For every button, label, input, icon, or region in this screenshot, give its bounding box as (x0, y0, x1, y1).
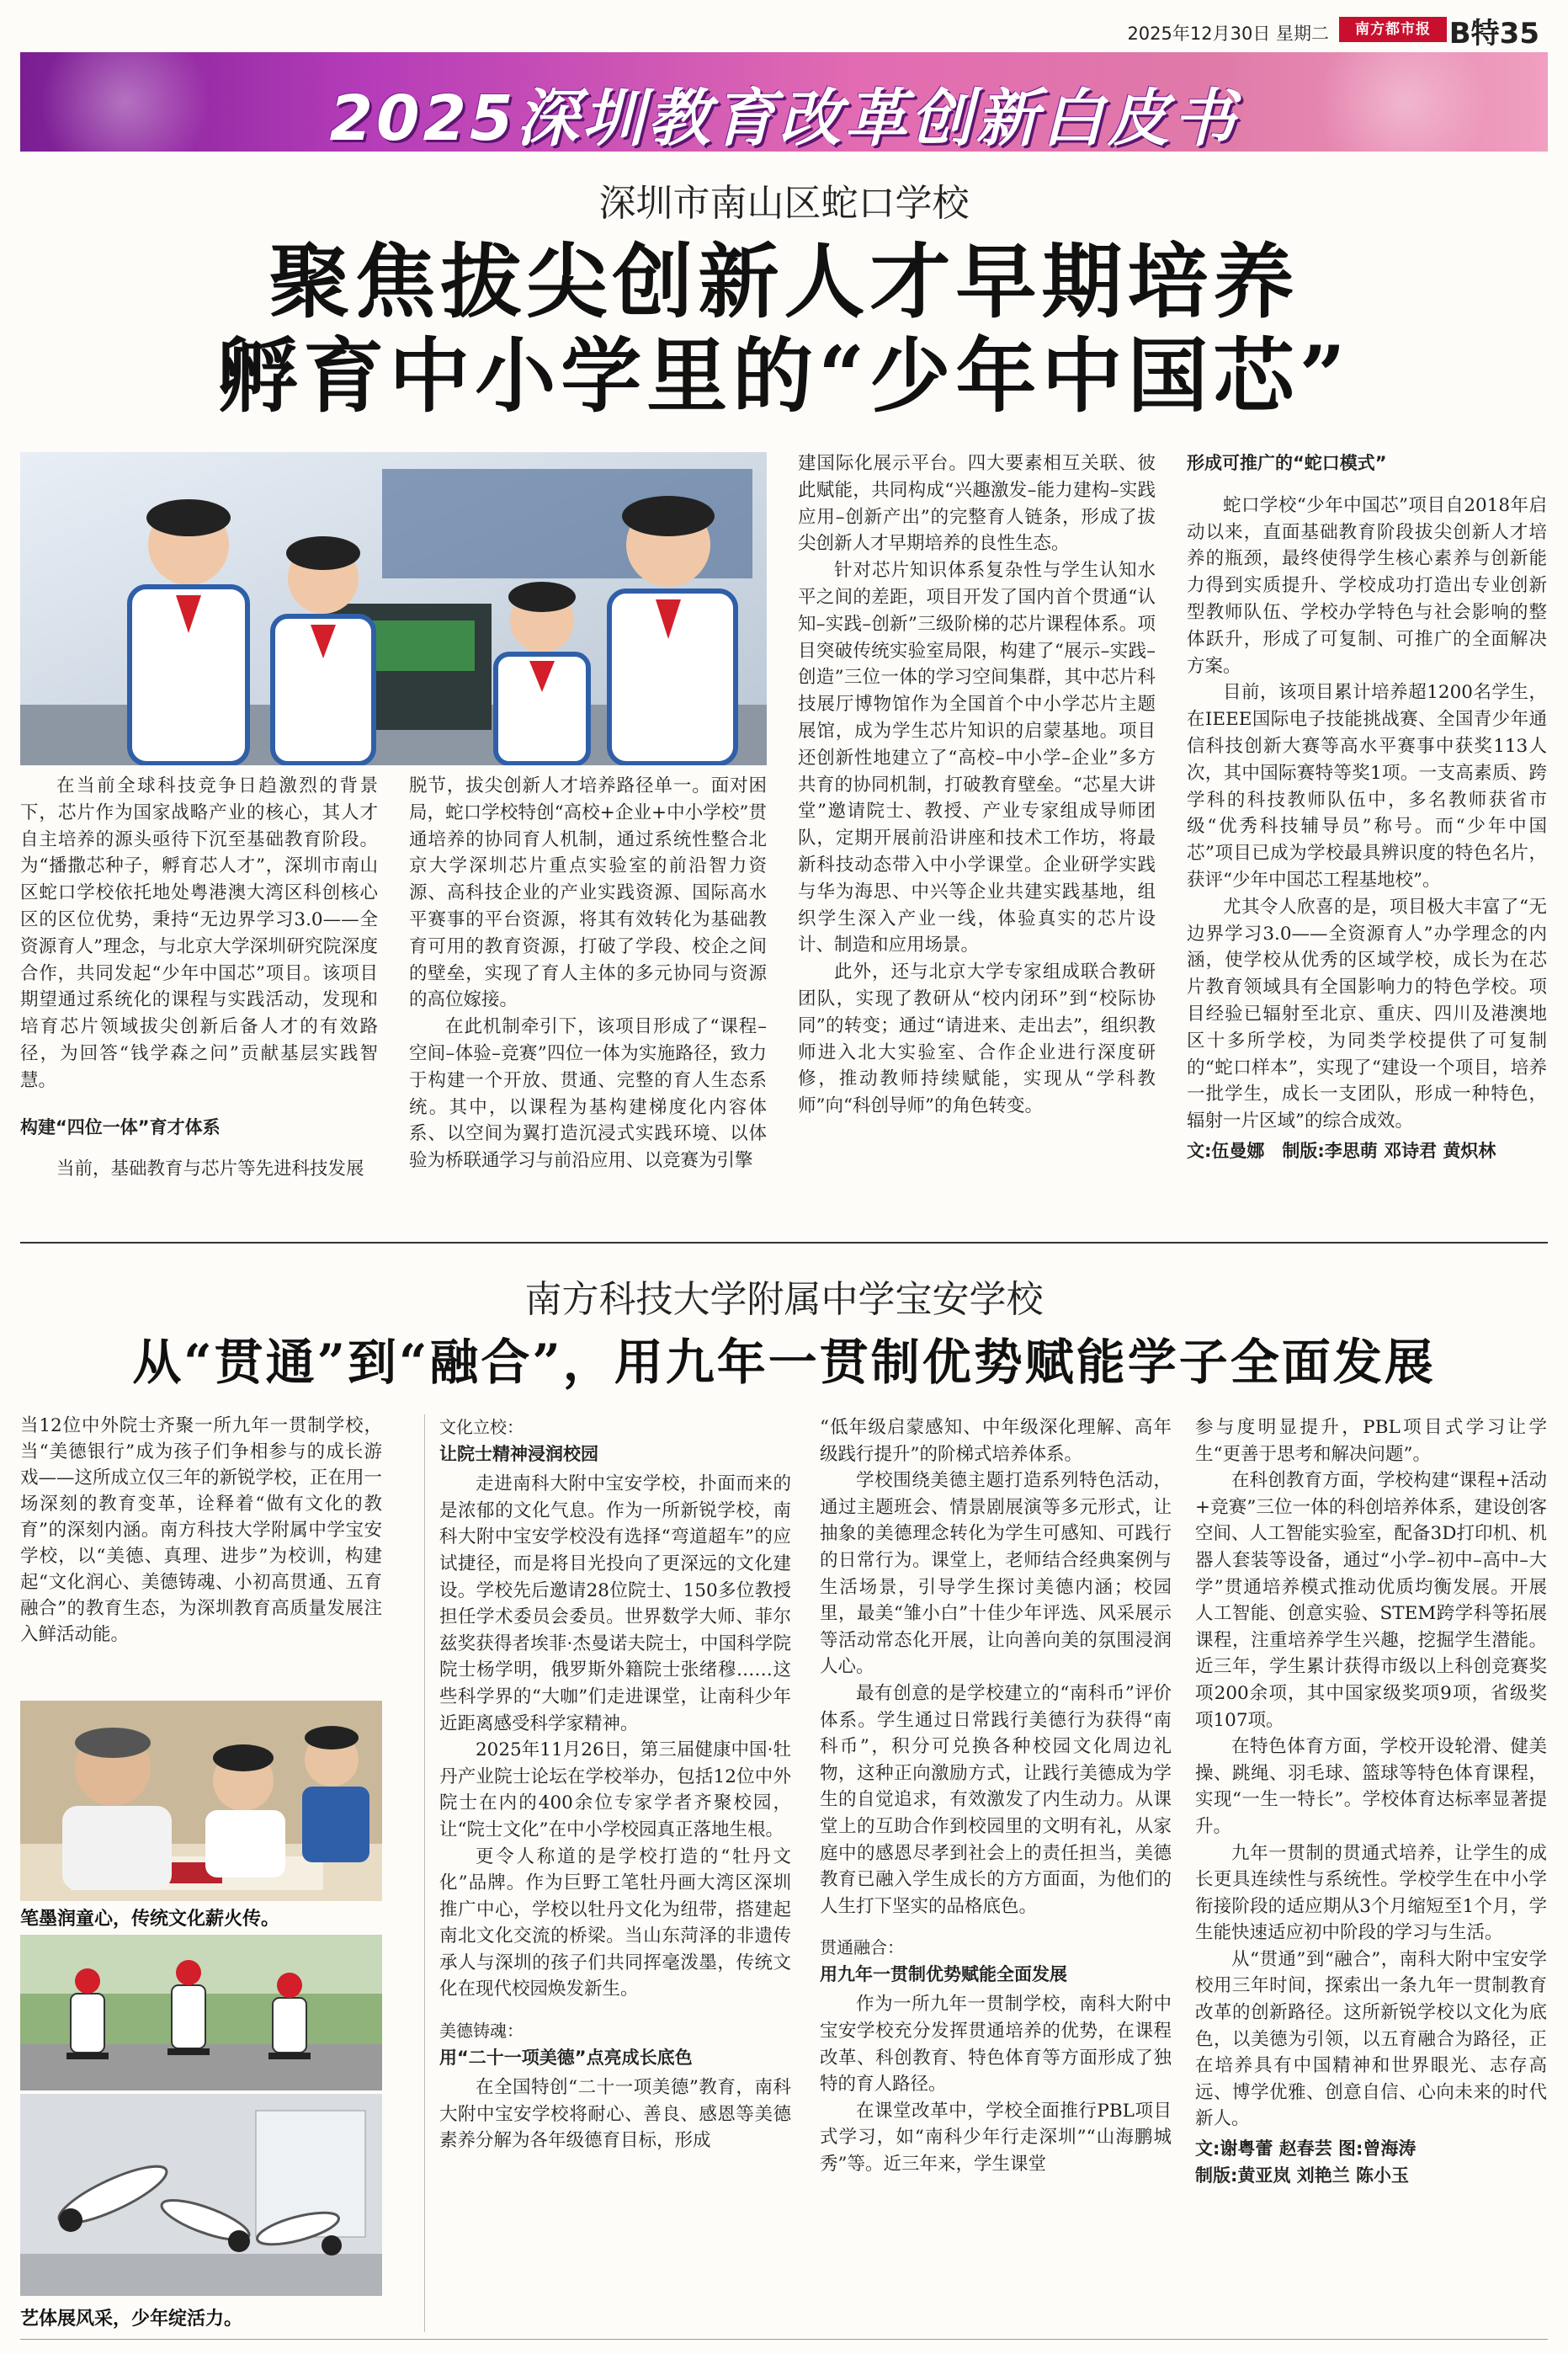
paragraph: 参与度明显提升，PBL项目式学习让学生“更善于思考和解决问题”。 (1195, 1417, 1547, 1465)
section-label: 贯通融合： (820, 1937, 904, 1958)
paragraph: 脱节，拔尖创新人才培养路径单一。面对困局，蛇口学校特创“高校+企业+中小学校”贯通培养的协同育人机制，通过系统性整合北京大学深圳芯片重点实验室的前沿智力资源、高科技企业的产业实践资源、国际高水平赛事的平台资源，将其有效转化为基础教育可用的教育资源，打破了学段、校企之间的壁垒，实现了育人主体的多元协同与资源的高位嫁接。 (409, 775, 767, 1011)
article1-column-1 (20, 773, 378, 1183)
paragraph: 在当前全球科技竞争日趋激烈的背景下，芯片作为国家战略产业的核心，其人才自主培养的源头亟待下沉至基础教育阶段。为“播撒芯种子，孵育芯人才”，深圳市南山区蛇口学校依托地处粤港澳大湾区科创核心区的区位优势，秉持“无边界学习3.0——全资源育人”理念，与北京大学深圳研究院深度合作，共同发起“少年中国芯”项目。该项目期望通过系统化的课程与实践活动，发现和培育芯片领域拔尖创新后备人才的有效路径，为回答“钱学森之问”贡献基层实践智慧。 (20, 775, 378, 1091)
intro-paragraph: 当12位中外院士齐聚一所九年一贯制学校，当“美德银行”成为孩子们争相参与的成长游戏——这所成立仅三年的新锐学校，正在用一场深刻的教育变革，诠释着“做有文化的教育”的深刻内涵。南方科技大学附属中学宝安学校，以“美德、真理、进步”为校训，构建起“文化润心、美德铸魂、小初高贯通、五育融合”的教育生态，为深圳教育高质量发展注入鲜活动能。 (20, 1415, 383, 1645)
article2-column-4 (1195, 1414, 1547, 2189)
subheading: 让院士精神浸润校园 (439, 1443, 598, 1464)
calligraphy-class-photo (20, 1701, 382, 1901)
paragraph: 尤其令人欣喜的是，项目极大丰富了“无边界学习3.0——全资源育人”办学理念的内涵，使学校从优秀的区域学校，成长为在芯片教育领域具有全国影响力的特色学校。项目经验已辐射至北京、重庆、四川及港澳地区十多所学校，为同类学校提供了可复制的“蛇口样本”，实现了“建设一个项目，培养一批学生，成长一支团队，形成一种特色，辐射一片区域”的综合成效。 (1187, 896, 1547, 1132)
article2-photo-skating (20, 1935, 382, 2090)
article1-headline-line2: 孵育中小学里的“少年中国芯” (217, 328, 1351, 423)
paragraph: “低年级启蒙感知、中年级深化理解、高年级践行提升”的阶梯式培养体系。 (820, 1417, 1172, 1465)
article1-kicker: 深圳市南山区蛇口学校 (598, 182, 970, 225)
students-chip-lab-photo (20, 452, 767, 765)
article1-column-3 (798, 450, 1156, 1120)
article1-column-4 (1187, 450, 1547, 1165)
article1-byline: 文:伍曼娜 制版:李思萌 邓诗君 黄炽林 (1187, 1140, 1496, 1161)
column-divider (424, 1414, 425, 2332)
article2-headline: 从“贯通”到“融合”，用九年一贯制优势赋能学子全面发展 (132, 1334, 1436, 1391)
paragraph: 走进南科大附中宝安学校，扑面而来的是浓郁的文化气息。作为一所新锐学校，南科大附中宝安学校没有选择“弯道超车”的应试捷径，而是将目光投向了更深远的文化建设。学校先后邀请28位院士、150多位教授担任学术委员会委员。世界数学大师、菲尔兹奖获得者埃菲·杰曼诺夫院士，中国科学院院士杨学明，俄罗斯外籍院士张绪穆……这些科学界的“大咖”们走进课堂，让南科少年近距离感受科学家精神。 (439, 1473, 791, 1734)
photo-caption-2: 艺体展风采，少年绽活力。 (20, 2309, 243, 2330)
paragraph: 在全国特创“二十一项美德”教育，南科大附中宝安学校将耐心、善良、感恩等美德素养分解为各年级德育目标，形成 (439, 2077, 791, 2152)
article2-byline-1: 文:谢粤蕾 赵春芸 图:曾海涛 (1195, 2138, 1417, 2160)
article1-column-2 (409, 773, 767, 1174)
paragraph: 在课堂改革中，学校全面推行PBL项目式学习，如“南科少年行走深圳”“山海鹏城秀”等。近三年来，学生课堂 (820, 2100, 1172, 2176)
subheading: 形成可推广的“蛇口模式” (1187, 453, 1387, 473)
paragraph: 在此机制牵引下，该项目形成了“课程–空间–体验–竞赛”四位一体为实施路径，致力于构建一个开放、贯通、完整的育人生态系统。其中，以课程为基构建梯度化内容体系、以空间为翼打造沉浸式实践环境、以体验为桥联通学习与前沿应用、以竞赛为引擎 (409, 1016, 767, 1172)
subheading: 用九年一贯制优势赋能全面发展 (820, 1963, 1067, 1984)
subheading: 用“二十一项美德”点亮成长底色 (439, 2047, 693, 2068)
paragraph: 九年一贯制的贯通式培养，让学生的成长更具连续性与系统性。学校学生在中小学衔接阶段的适应期从3个月缩短至1个月，学生能快速适应初中阶段的学习与生活。 (1195, 1842, 1547, 1944)
paper-logo: 南方都市报 (1339, 17, 1447, 42)
page-bottom-rule (20, 2339, 1548, 2340)
article1-photo (20, 452, 767, 765)
paragraph: 在特色体育方面，学校开设轮滑、健美操、跳绳、羽毛球、篮球等特色体育课程，实现“一生一特长”。学校体育达标率显著提升。 (1195, 1736, 1547, 1837)
article-divider (20, 1242, 1548, 1244)
paragraph: 学校围绕美德主题打造系列特色活动，通过主题班会、情景剧展演等多元形式，让抽象的美德理念转化为学生可感知、可践行的日常行为。课堂上，老师结合经典案例与生活场景，引导学生探讨美德内涵；校园里，最美“雏小白”十佳少年评选、风采展示等活动常态化开展，让向善向美的氛围浸润人心。 (820, 1470, 1172, 1678)
paragraph: 当前，基础教育与芯片等先进科技发展 (56, 1158, 364, 1180)
paragraph: 蛇口学校“少年中国芯”项目自2018年启动以来，直面基础教育阶段拔尖创新人才培养的瓶颈，最终使得学生核心素养与创新能力得到实质提升、学校成功打造出专业创新型教师队伍、学校办学特色与社会影响的整体跃升，形成了可复制、可推广的全面解决方案。 (1187, 494, 1547, 677)
article2-intro (20, 1413, 382, 1648)
article2-byline-2: 制版:黄亚岚 刘艳兰 陈小玉 (1195, 2165, 1410, 2186)
section-label: 文化立校： (439, 1417, 524, 1437)
section-banner (20, 52, 1548, 152)
paragraph: 针对芯片知识体系复杂性与学生认知水平之间的差距，项目开发了国内首个贯通“认知–实践–创新”三级阶梯的芯片课程体系。项目突破传统实验室局限，构建了“展示–实践–创造”三位一体的学习空间集群，其中芯片科技展厅博物馆作为全国首个中小学芯片主题展馆，成为学生芯片知识的启蒙基地。项目还创新性地建立了“高校–中小学–企业”多方共育的协同机制，打破教育壁垒。“芯星大讲堂”邀请院士、教授、产业专家组成导师团队，定期开展前沿讲座和技术工作坊，将最新科技动态带入中小学课堂。企业研学实践与华为海思、中兴等企业共建实践基地，组织学生深入产业一线，体验真实的芯片设计、制造和应用场景。 (798, 560, 1156, 956)
paragraph: 最有创意的是学校建立的“南科币”评价体系。学生通过日常践行美德行为获得“南科币”，积分可兑换各种校园文化周边礼物，这种正向激励方式，让践行美德成为学生的自觉追求，有效激发了内生动力。从课堂上的互助合作到校园里的文明有礼，从家庭中的感恩尽孝到社会上的责任担当，美德教育已融入学生成长的方方面面，为他们的人生打下坚实的品格底色。 (820, 1682, 1172, 1917)
page-header (20, 8, 1548, 49)
section-label: 美德铸魂： (439, 2021, 524, 2042)
banner-title: 2025深圳教育改革创新白皮书 (329, 83, 1239, 152)
paragraph: 从“贯通”到“融合”，南科大附中宝安学校用三年时间，探索出一条九年一贯制教育改革的创新路径。这所新锐学校以文化为底色，以美德为引领，以五育融合为路径，正在培养具有中国精神和世界眼光、志存高远、博学优雅、创意自信、心向未来的时代新人。 (1195, 1948, 1547, 2130)
subheading: 构建“四位一体”育才体系 (20, 1116, 221, 1137)
paragraph: 此外，还与北京大学专家组成联合教研团队，实现了教研从“校内闭环”到“校际协同”的转变；通过“请进来、走出去”，组织教师进入北大实验室、合作企业进行深度研修，推动教师持续赋能，实现从“学科教师”向“科创导师”的角色转变。 (798, 961, 1156, 1117)
page-number: B特35 (1448, 17, 1539, 51)
photo-caption-1: 笔墨润童心，传统文化薪火传。 (20, 1909, 280, 1930)
article1-headline-line1: 聚焦拔尖创新人才早期培养 (268, 234, 1300, 329)
paragraph: 作为一所九年一贯制学校，南科大附中宝安学校充分发挥贯通培养的优势，在课程改革、科创教育、特色体育等方面形成了独特的育人路径。 (820, 1994, 1172, 2096)
article2-column-2 (439, 1414, 791, 2154)
paragraph: 更令人称道的是学校打造的“牡丹文化”品牌。作为巨野工笔牡丹画大湾区深圳推广中心，学校以牡丹文化为纽带，搭建起南北文化交流的桥梁。当山东菏泽的非遗传承人与深圳的孩子们共同挥毫泼墨，传统文化在现代校园焕发新生。 (439, 1845, 791, 2000)
paragraph: 目前，该项目累计培养超1200名学生，在IEEE国际电子技能挑战赛、全国青少年通信科技创新大赛等高水平赛事中获奖113人次，其中国际赛特等奖1项。一支高素质、跨学科的科技教师队伍中，多名教师获省市级“优秀科技辅导员”称号。而“少年中国芯”项目已成为学校最具辨识度的特色名片，获评“少年中国芯工程基地校”。 (1187, 682, 1547, 891)
article2-photo-dance (20, 2094, 382, 2296)
paragraph: 建国际化展示平台。四大要素相互关联、彼此赋能，共同构成“兴趣激发–能力建构–实践应用–创新产出”的完整育人链条，形成了拔尖创新人才早期培养的良性生态。 (798, 453, 1156, 555)
article2-photo-calligraphy (20, 1701, 382, 1901)
roller-skating-photo (20, 1935, 382, 2090)
paragraph: 在科创教育方面，学校构建“课程+活动+竞赛”三位一体的科创培养体系，建设创客空间、人工智能实验室，配备3D打印机、机器人套装等设备，通过“小学–初中–高中–大学”贯通培养模式推动优质均衡发展。开展人工智能、创意实验、STEM跨学科等拓展课程，注重培养学生兴趣，挖掘学生潜能。近三年，学生累计获得市级以上科创竞赛奖项200余项，其中国家级奖项9项，省级奖项107项。 (1195, 1470, 1547, 1731)
article2-kicker: 南方科技大学附属中学宝安学校 (524, 1278, 1044, 1321)
paragraph: 2025年11月26日，第三届健康中国·牡丹产业院士论坛在学校举办，包括12位中外院士在内的400余位专家学者齐聚校园，让“院士文化”在中小学校园真正落地生根。 (439, 1739, 791, 1840)
dance-performance-photo (20, 2094, 382, 2296)
issue-date: 2025年12月30日 星期二 (1127, 24, 1329, 44)
article2-column-3 (820, 1414, 1172, 2178)
